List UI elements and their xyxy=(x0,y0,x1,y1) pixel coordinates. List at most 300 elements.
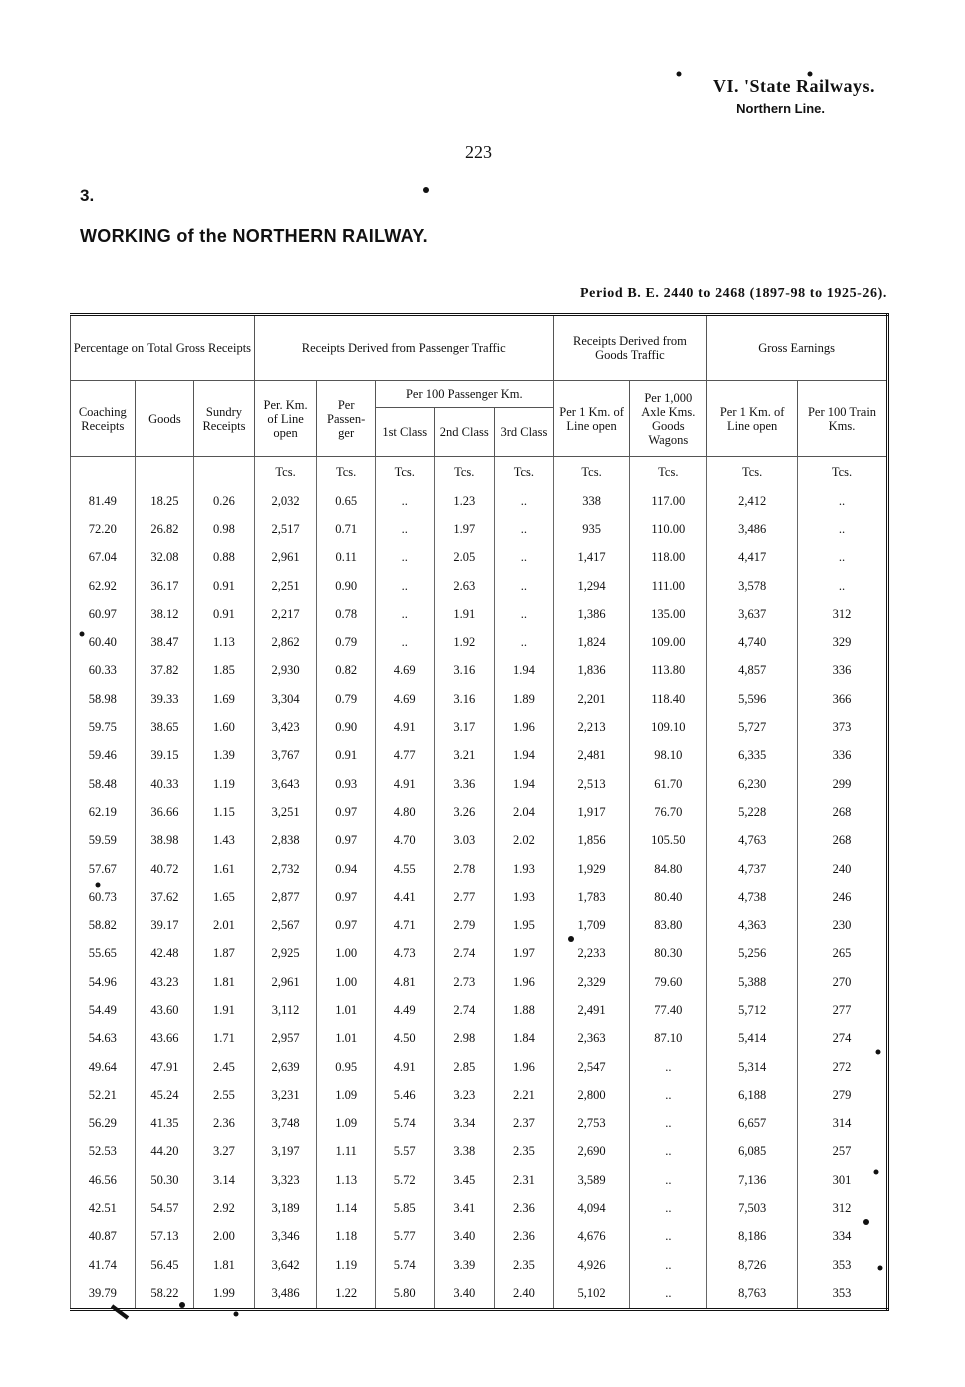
unit-cell xyxy=(71,457,136,488)
table-cell: 3.14 xyxy=(194,1166,255,1194)
table-cell: 0.90 xyxy=(317,572,376,600)
table-cell: 83.80 xyxy=(630,911,707,939)
column-header: Per. Km. of Line open xyxy=(254,381,317,457)
unit-cell xyxy=(194,457,255,488)
table-cell: .. xyxy=(630,1081,707,1109)
table-cell: 240 xyxy=(798,855,888,883)
table-cell: 3.39 xyxy=(434,1251,495,1279)
table-cell: 113.80 xyxy=(630,657,707,685)
table-cell: 1,856 xyxy=(553,827,630,855)
table-cell: 6,230 xyxy=(707,770,798,798)
table-row xyxy=(71,1081,888,1109)
table-cell: 2,217 xyxy=(254,600,317,628)
table-cell: 4,740 xyxy=(707,628,798,656)
table-cell: 1.00 xyxy=(317,940,376,968)
table-cell: 3,643 xyxy=(254,770,317,798)
table-cell: 2,961 xyxy=(254,544,317,572)
table-cell: 2.35 xyxy=(495,1138,554,1166)
table-cell: 1.99 xyxy=(194,1279,255,1309)
table-cell: 80.30 xyxy=(630,940,707,968)
table-cell: .. xyxy=(495,487,554,515)
table-cell: 334 xyxy=(798,1223,888,1251)
table-row xyxy=(71,911,888,939)
table-cell: 373 xyxy=(798,713,888,741)
table-cell: 1.96 xyxy=(495,713,554,741)
table-cell: .. xyxy=(630,1166,707,1194)
table-row xyxy=(71,1053,888,1081)
table-cell: 32.08 xyxy=(135,544,194,572)
table-cell: 2,838 xyxy=(254,827,317,855)
table-row xyxy=(71,713,888,741)
table-cell: 118.00 xyxy=(630,544,707,572)
table-row xyxy=(71,1194,888,1222)
table-cell: .. xyxy=(375,600,434,628)
table-row xyxy=(71,628,888,656)
table-cell: 1.39 xyxy=(194,742,255,770)
table-cell: 2.55 xyxy=(194,1081,255,1109)
table-cell: 60.97 xyxy=(71,600,136,628)
table-cell: 4.91 xyxy=(375,1053,434,1081)
table-cell: 111.00 xyxy=(630,572,707,600)
table-cell: 2.01 xyxy=(194,911,255,939)
table-cell: 2,481 xyxy=(553,742,630,770)
table-cell: 54.57 xyxy=(135,1194,194,1222)
table-cell: 5.74 xyxy=(375,1110,434,1138)
table-cell: 42.51 xyxy=(71,1194,136,1222)
table-row xyxy=(71,487,888,515)
table-row xyxy=(71,770,888,798)
table-cell: 2,961 xyxy=(254,968,317,996)
table-cell: 2.78 xyxy=(434,855,495,883)
table-cell: 5,102 xyxy=(553,1279,630,1309)
table-cell: 38.12 xyxy=(135,600,194,628)
table-row xyxy=(71,544,888,572)
table-cell: 39.15 xyxy=(135,742,194,770)
table-cell: 8,726 xyxy=(707,1251,798,1279)
table-cell: 246 xyxy=(798,883,888,911)
table-cell: 3,589 xyxy=(553,1166,630,1194)
table-cell: 1.93 xyxy=(495,855,554,883)
table-cell: 2.98 xyxy=(434,1025,495,1053)
table-row xyxy=(71,742,888,770)
table-cell: 1.01 xyxy=(317,996,376,1024)
group-header: Gross Earnings xyxy=(707,315,888,381)
table-cell: .. xyxy=(798,515,888,543)
table-cell: 353 xyxy=(798,1251,888,1279)
table-cell: 1.69 xyxy=(194,685,255,713)
table-cell: 5.85 xyxy=(375,1194,434,1222)
unit-cell: Tcs. xyxy=(553,457,630,488)
table-cell: 61.70 xyxy=(630,770,707,798)
table-cell: 54.49 xyxy=(71,996,136,1024)
table-cell: 1.81 xyxy=(194,968,255,996)
table-cell: 3.16 xyxy=(434,657,495,685)
table-cell: 1.97 xyxy=(495,940,554,968)
unit-cell: Tcs. xyxy=(495,457,554,488)
table-cell: 2,925 xyxy=(254,940,317,968)
table-cell: 67.04 xyxy=(71,544,136,572)
table-cell: 3,748 xyxy=(254,1110,317,1138)
table-cell: 4.91 xyxy=(375,770,434,798)
table-cell: 3.03 xyxy=(434,827,495,855)
table-cell: 3.21 xyxy=(434,742,495,770)
table-cell: .. xyxy=(495,544,554,572)
table-cell: 1.13 xyxy=(194,628,255,656)
table-cell: 54.63 xyxy=(71,1025,136,1053)
table-cell: 1,929 xyxy=(553,855,630,883)
table-cell: 0.95 xyxy=(317,1053,376,1081)
table-cell: 2.63 xyxy=(434,572,495,600)
table-cell: 0.71 xyxy=(317,515,376,543)
table-cell: 3.16 xyxy=(434,685,495,713)
table-cell: 42.48 xyxy=(135,940,194,968)
table-cell: .. xyxy=(495,515,554,543)
column-header: Sundry Receipts xyxy=(194,381,255,457)
table-cell: 353 xyxy=(798,1279,888,1309)
table-cell: 5,256 xyxy=(707,940,798,968)
table-cell: 62.92 xyxy=(71,572,136,600)
table-cell: 81.49 xyxy=(71,487,136,515)
table-cell: 40.72 xyxy=(135,855,194,883)
table-cell: 2.36 xyxy=(495,1223,554,1251)
table-cell: 60.73 xyxy=(71,883,136,911)
table-cell: .. xyxy=(630,1053,707,1081)
table-cell: 8,763 xyxy=(707,1279,798,1309)
table-cell: 3.38 xyxy=(434,1138,495,1166)
table-row xyxy=(71,1025,888,1053)
table-cell: 6,335 xyxy=(707,742,798,770)
table-row xyxy=(71,657,888,685)
group-header: Receipts Derived from Goods Traffic xyxy=(553,315,706,381)
table-cell: 2,862 xyxy=(254,628,317,656)
table-cell: 37.82 xyxy=(135,657,194,685)
table-cell: 336 xyxy=(798,657,888,685)
table-cell: 87.10 xyxy=(630,1025,707,1053)
table-cell: 0.11 xyxy=(317,544,376,572)
table-cell: 3,323 xyxy=(254,1166,317,1194)
unit-cell xyxy=(135,457,194,488)
table-cell: 0.65 xyxy=(317,487,376,515)
table-cell: 336 xyxy=(798,742,888,770)
table-cell: 38.98 xyxy=(135,827,194,855)
table-cell: 117.00 xyxy=(630,487,707,515)
table-cell: 72.20 xyxy=(71,515,136,543)
table-cell: 1.22 xyxy=(317,1279,376,1309)
table-cell: 2.37 xyxy=(495,1110,554,1138)
table-cell: 4.73 xyxy=(375,940,434,968)
table-cell: 3,486 xyxy=(254,1279,317,1309)
table-cell: 59.75 xyxy=(71,713,136,741)
table-cell: 5,727 xyxy=(707,713,798,741)
table-cell: 1.00 xyxy=(317,968,376,996)
table-cell: .. xyxy=(375,544,434,572)
table-cell: 56.29 xyxy=(71,1110,136,1138)
table-cell: 3.23 xyxy=(434,1081,495,1109)
table-cell: 2.21 xyxy=(495,1081,554,1109)
table-cell: 59.46 xyxy=(71,742,136,770)
table-cell: 299 xyxy=(798,770,888,798)
table-cell: 4.80 xyxy=(375,798,434,826)
table-cell: 26.82 xyxy=(135,515,194,543)
table-cell: 5.57 xyxy=(375,1138,434,1166)
table-cell: 1.09 xyxy=(317,1081,376,1109)
table-cell: 5.80 xyxy=(375,1279,434,1309)
table-cell: 1,709 xyxy=(553,911,630,939)
table-cell: 2,491 xyxy=(553,996,630,1024)
table-cell: 1.85 xyxy=(194,657,255,685)
table-row xyxy=(71,996,888,1024)
table-cell: 0.94 xyxy=(317,855,376,883)
unit-cell: Tcs. xyxy=(707,457,798,488)
table-cell: 4,676 xyxy=(553,1223,630,1251)
column-header: Per 1 Km. of Line open xyxy=(707,381,798,457)
table-cell: 3,189 xyxy=(254,1194,317,1222)
table-cell: 58.48 xyxy=(71,770,136,798)
table-row xyxy=(71,968,888,996)
table-cell: 3,251 xyxy=(254,798,317,826)
table-cell: 265 xyxy=(798,940,888,968)
table-cell: 79.60 xyxy=(630,968,707,996)
table-cell: 39.79 xyxy=(71,1279,136,1309)
table-cell: 2,547 xyxy=(553,1053,630,1081)
table-cell: 301 xyxy=(798,1166,888,1194)
table-cell: 1.94 xyxy=(495,770,554,798)
table-cell: 2.02 xyxy=(495,827,554,855)
table-cell: 3,642 xyxy=(254,1251,317,1279)
table-cell: .. xyxy=(798,572,888,600)
column-header: 1st Class xyxy=(375,408,434,457)
table-cell: .. xyxy=(375,628,434,656)
table-row xyxy=(71,600,888,628)
table-cell: 338 xyxy=(553,487,630,515)
table-cell: 6,188 xyxy=(707,1081,798,1109)
table-cell: 4.71 xyxy=(375,911,434,939)
table-cell: 5,596 xyxy=(707,685,798,713)
table-cell: 57.67 xyxy=(71,855,136,883)
table-cell: 4,417 xyxy=(707,544,798,572)
table-cell: 6,657 xyxy=(707,1110,798,1138)
table-cell: 230 xyxy=(798,911,888,939)
table-cell: 1,386 xyxy=(553,600,630,628)
table-cell: 1.01 xyxy=(317,1025,376,1053)
table-cell: 3,346 xyxy=(254,1223,317,1251)
table-cell: 1.89 xyxy=(495,685,554,713)
table-cell: 2.92 xyxy=(194,1194,255,1222)
unit-cell: Tcs. xyxy=(798,457,888,488)
section-title: VI. 'State Railways. xyxy=(713,76,875,96)
column-header: Per 1,000 Axle Kms. Goods Wagons xyxy=(630,381,707,457)
table-cell: 52.53 xyxy=(71,1138,136,1166)
table-cell: 1,836 xyxy=(553,657,630,685)
table-cell: 2.45 xyxy=(194,1053,255,1081)
table-cell: 8,186 xyxy=(707,1223,798,1251)
table-cell: 4.70 xyxy=(375,827,434,855)
table-cell: 0.82 xyxy=(317,657,376,685)
table-cell: 3,767 xyxy=(254,742,317,770)
table-cell: 50.30 xyxy=(135,1166,194,1194)
table-cell: 56.45 xyxy=(135,1251,194,1279)
table-cell: 270 xyxy=(798,968,888,996)
table-cell: 1.11 xyxy=(317,1138,376,1166)
table-cell: 54.96 xyxy=(71,968,136,996)
table-cell: .. xyxy=(630,1110,707,1138)
table-cell: 0.97 xyxy=(317,883,376,911)
table-cell: 4.69 xyxy=(375,685,434,713)
table-cell: 109.00 xyxy=(630,628,707,656)
table-row xyxy=(71,1251,888,1279)
table-cell: 46.56 xyxy=(71,1166,136,1194)
table-cell: 1.43 xyxy=(194,827,255,855)
table-cell: 1.19 xyxy=(317,1251,376,1279)
table-cell: 2.00 xyxy=(194,1223,255,1251)
railway-working-table xyxy=(70,313,889,1311)
table-cell: 4,926 xyxy=(553,1251,630,1279)
table-cell: 45.24 xyxy=(135,1081,194,1109)
table-row xyxy=(71,855,888,883)
column-header: 2nd Class xyxy=(434,408,495,457)
table-cell: 36.17 xyxy=(135,572,194,600)
table-cell: 39.33 xyxy=(135,685,194,713)
table-cell: 2.79 xyxy=(434,911,495,939)
table-cell: 1.93 xyxy=(495,883,554,911)
table-cell: 5.46 xyxy=(375,1081,434,1109)
table-cell: 4,363 xyxy=(707,911,798,939)
table-cell: 1,417 xyxy=(553,544,630,572)
table-cell: 118.40 xyxy=(630,685,707,713)
table-cell: 0.97 xyxy=(317,911,376,939)
table-cell: 1.96 xyxy=(495,968,554,996)
table-cell: 40.33 xyxy=(135,770,194,798)
table-cell: 5,414 xyxy=(707,1025,798,1053)
table-cell: 2.36 xyxy=(194,1110,255,1138)
table-row xyxy=(71,798,888,826)
units-row xyxy=(71,457,888,488)
table-cell: .. xyxy=(798,487,888,515)
table-cell: 1.18 xyxy=(317,1223,376,1251)
table-cell: 76.70 xyxy=(630,798,707,826)
table-cell: 2.73 xyxy=(434,968,495,996)
table-cell: 2.74 xyxy=(434,996,495,1024)
table-cell: 41.35 xyxy=(135,1110,194,1138)
table-cell: 4.91 xyxy=(375,713,434,741)
table-cell: 1.94 xyxy=(495,742,554,770)
table-cell: 366 xyxy=(798,685,888,713)
unit-cell: Tcs. xyxy=(434,457,495,488)
table-cell: 3,231 xyxy=(254,1081,317,1109)
table-cell: 2,567 xyxy=(254,911,317,939)
table-cell: 47.91 xyxy=(135,1053,194,1081)
table-cell: 4,738 xyxy=(707,883,798,911)
table-cell: 2.05 xyxy=(434,544,495,572)
table-cell: 38.47 xyxy=(135,628,194,656)
table-cell: 2,877 xyxy=(254,883,317,911)
table-cell: 1.84 xyxy=(495,1025,554,1053)
table-cell: 0.78 xyxy=(317,600,376,628)
table-cell: 277 xyxy=(798,996,888,1024)
table-cell: 2,233 xyxy=(553,940,630,968)
table-cell: 36.66 xyxy=(135,798,194,826)
table-cell: 2,363 xyxy=(553,1025,630,1053)
table-cell: 1.19 xyxy=(194,770,255,798)
table-cell: 43.23 xyxy=(135,968,194,996)
table-cell: 1,783 xyxy=(553,883,630,911)
table-cell: 59.59 xyxy=(71,827,136,855)
table-row xyxy=(71,1138,888,1166)
table-cell: 0.91 xyxy=(194,600,255,628)
table-cell: 60.40 xyxy=(71,628,136,656)
table-cell: 3,112 xyxy=(254,996,317,1024)
table-cell: 2,513 xyxy=(553,770,630,798)
column-header: Per 1 Km. of Line open xyxy=(553,381,630,457)
table-cell: .. xyxy=(630,1279,707,1309)
table-row xyxy=(71,1223,888,1251)
table-cell: 135.00 xyxy=(630,600,707,628)
table-cell: 4.55 xyxy=(375,855,434,883)
table-cell: 3.36 xyxy=(434,770,495,798)
table-cell: 7,503 xyxy=(707,1194,798,1222)
table-cell: 4.50 xyxy=(375,1025,434,1053)
table-cell: 1.65 xyxy=(194,883,255,911)
table-cell: 0.98 xyxy=(194,515,255,543)
table-cell: .. xyxy=(630,1251,707,1279)
table-cell: 1.14 xyxy=(317,1194,376,1222)
table-row xyxy=(71,1110,888,1138)
table-cell: 1.23 xyxy=(434,487,495,515)
table-cell: 5.77 xyxy=(375,1223,434,1251)
table-cell: 4,857 xyxy=(707,657,798,685)
table-cell: 1.95 xyxy=(495,911,554,939)
table-cell: 4,737 xyxy=(707,855,798,883)
table-cell: 3,304 xyxy=(254,685,317,713)
table-cell: 57.13 xyxy=(135,1223,194,1251)
table-cell: .. xyxy=(375,572,434,600)
subsection-title: Northern Line. xyxy=(736,101,825,116)
section-header xyxy=(713,76,875,116)
table-cell: 84.80 xyxy=(630,855,707,883)
table-cell: 314 xyxy=(798,1110,888,1138)
table-cell: 43.66 xyxy=(135,1025,194,1053)
table-cell: 18.25 xyxy=(135,487,194,515)
table-cell: 3.40 xyxy=(434,1279,495,1309)
table-cell: 4.81 xyxy=(375,968,434,996)
table-cell: 4.41 xyxy=(375,883,434,911)
table-cell: 4,094 xyxy=(553,1194,630,1222)
table-cell: 1.61 xyxy=(194,855,255,883)
table-cell: 3.34 xyxy=(434,1110,495,1138)
table-cell: 7,136 xyxy=(707,1166,798,1194)
table-cell: 2,201 xyxy=(553,685,630,713)
table-cell: 3,486 xyxy=(707,515,798,543)
table-cell: 2.31 xyxy=(495,1166,554,1194)
table-cell: 1,824 xyxy=(553,628,630,656)
table-cell: 2,032 xyxy=(254,487,317,515)
table-cell: 5,388 xyxy=(707,968,798,996)
table-cell: 2,213 xyxy=(553,713,630,741)
table-cell: 1.94 xyxy=(495,657,554,685)
table-cell: .. xyxy=(495,628,554,656)
table-cell: 1.71 xyxy=(194,1025,255,1053)
table-cell: 2,412 xyxy=(707,487,798,515)
table-cell: 2,329 xyxy=(553,968,630,996)
table-cell: 0.79 xyxy=(317,685,376,713)
table-number: 3. xyxy=(80,186,95,205)
table-cell: 312 xyxy=(798,600,888,628)
table-cell: 0.97 xyxy=(317,827,376,855)
table-cell: 43.60 xyxy=(135,996,194,1024)
table-cell: 110.00 xyxy=(630,515,707,543)
table-cell: 3,637 xyxy=(707,600,798,628)
table-cell: 38.65 xyxy=(135,713,194,741)
